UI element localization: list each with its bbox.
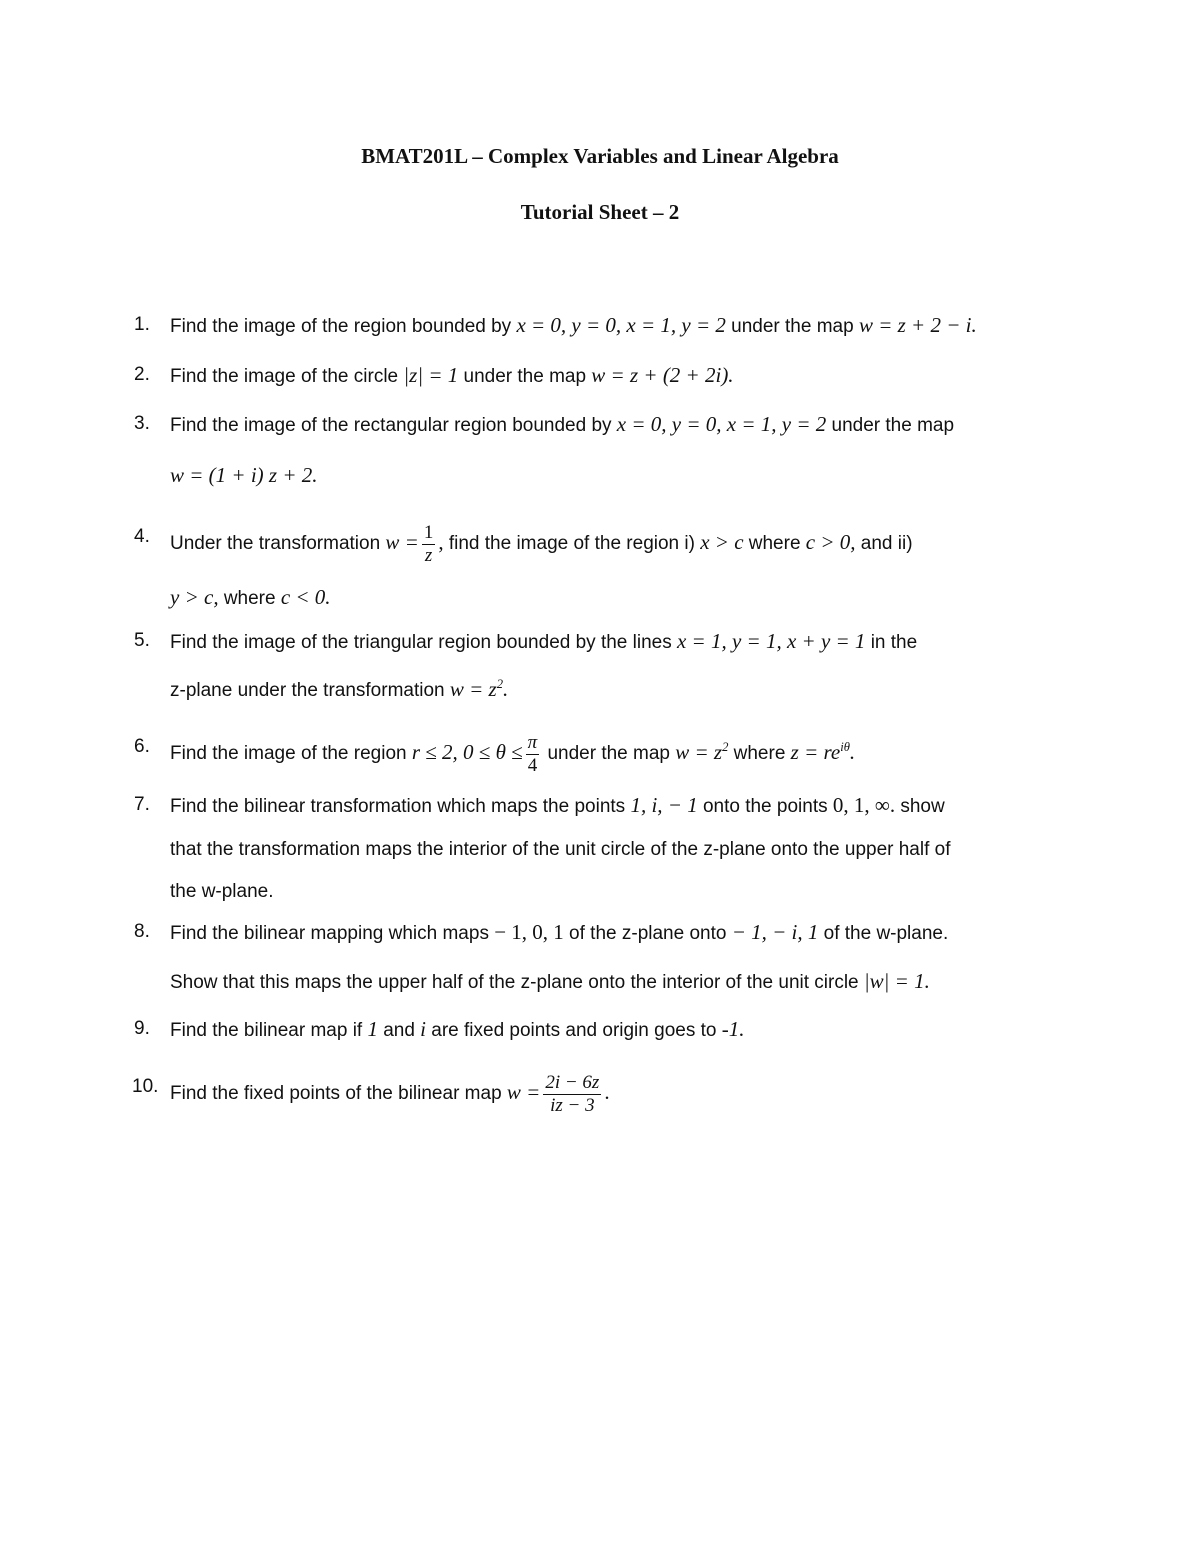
math-expression: − 1, 0, 1 (494, 920, 564, 944)
math-expression: 1, i, − 1 (630, 793, 698, 817)
question-text: under the map (547, 743, 670, 765)
question-number: 3. (134, 413, 150, 434)
question-line (170, 790, 945, 822)
question-text: and (383, 1020, 415, 1041)
question-3 (0, 409, 1200, 439)
math-expression: w = z + (2 + 2i). (591, 363, 734, 387)
question-text: under the map (831, 415, 955, 436)
question-number: 10. (132, 1076, 159, 1097)
question-text: Find the fixed points of the bilinear map (170, 1083, 502, 1105)
question-line (170, 360, 734, 392)
fraction-denominator: iz − 3 (550, 1094, 595, 1116)
math-expression: w = (385, 530, 419, 555)
question-text: Show that this maps the upper half of the z-plane onto the interior of the unit circle (170, 972, 859, 993)
question-line (170, 409, 954, 441)
question-text: Find the image of the circle (170, 366, 399, 387)
question-number: 5. (134, 630, 150, 651)
question-text: z-plane under the transformation (170, 680, 445, 701)
question-line (170, 732, 855, 777)
question-line (170, 626, 917, 658)
fraction-denominator: 4 (527, 754, 538, 776)
question-number: 9. (134, 1018, 150, 1039)
fraction-numerator: 2i − 6z (545, 1072, 600, 1093)
question-number: 4. (134, 526, 150, 547)
fraction-denominator: z (424, 544, 433, 566)
question-5 (0, 626, 1200, 656)
question-text: are fixed points and origin goes to (431, 1020, 717, 1041)
question-text: Under the transformation (170, 533, 381, 555)
math-expression: y > c, (170, 585, 219, 609)
math-expression: − 1, − i, 1 (731, 920, 819, 944)
math-expression: x = 1, y = 1, x + y = 1 (676, 629, 866, 653)
question-text: in the (870, 632, 918, 653)
question-text: show (900, 796, 945, 817)
question-text: Find the bilinear map if (170, 1020, 363, 1041)
math-expression: -1. (721, 1017, 745, 1041)
question-text: and ii) (860, 533, 913, 555)
question-text: find the image of the region i) (448, 533, 695, 555)
math-punctuation: , (438, 530, 444, 555)
question-line (170, 966, 930, 998)
math-expression: x > c (700, 530, 744, 555)
question-text: under the map (463, 366, 587, 387)
question-7 (0, 790, 1200, 820)
question-text: Find the image of the region (170, 743, 407, 765)
question-number: 2. (134, 364, 150, 385)
math-expression: |z| = 1 (403, 363, 459, 387)
question-text: Find the image of the region bounded by (170, 316, 512, 337)
question-text: Find the image of the rectangular region bounded by (170, 415, 612, 436)
question-text: Find the bilinear mapping which maps (170, 923, 489, 944)
question-number: 1. (134, 314, 150, 335)
math-expression: w = z + 2 − i. (858, 313, 977, 337)
question-7-continued (0, 877, 1200, 907)
math-expression: $w = z^2$. (449, 676, 509, 701)
question-text: of the w-plane. (823, 923, 949, 944)
fraction (543, 1072, 601, 1117)
question-3-continued (0, 460, 1200, 490)
fraction (526, 732, 540, 777)
question-4 (0, 522, 1200, 566)
question-9 (0, 1014, 1200, 1044)
question-4-continued (0, 582, 1200, 612)
math-expression: c > 0, (805, 530, 856, 555)
question-line (170, 917, 948, 949)
question-line (170, 522, 913, 567)
question-text: onto the points (702, 796, 828, 817)
question-1 (0, 310, 1200, 340)
question-number: 7. (134, 794, 150, 815)
question-line (170, 582, 331, 614)
math-expression: 1 (367, 1017, 378, 1041)
question-text: where (223, 588, 276, 609)
question-text: Find the bilinear transformation which maps the points (170, 796, 626, 817)
question-7-continued (0, 835, 1200, 865)
math-expression: $w = z^2$ (675, 739, 729, 765)
question-text: of the z-plane onto (569, 923, 727, 944)
question-8-continued (0, 966, 1200, 996)
math-expression: c < 0. (280, 585, 331, 609)
math-expression: r ≤ 2, 0 ≤ θ ≤ (411, 740, 523, 765)
math-expression: 0, 1, ∞. (832, 793, 896, 817)
math-expression: w = (506, 1080, 541, 1105)
math-expression: i (420, 1017, 427, 1041)
fraction-numerator: 1 (423, 522, 434, 543)
question-number: 8. (134, 921, 150, 942)
question-text: Find the image of the triangular region bounded by the lines (170, 632, 672, 653)
question-5-continued (0, 674, 1200, 704)
question-6 (0, 732, 1200, 776)
question-line (170, 1072, 610, 1117)
question-8 (0, 917, 1200, 947)
course-title: BMAT201L – Complex Variables and Linear Algebra (361, 144, 839, 168)
question-text: the w-plane. (170, 881, 274, 902)
math-expression: |w| = 1. (863, 969, 930, 993)
question-text: under the map (731, 316, 854, 337)
math-expression: $z = re^{i\theta}$. (790, 739, 856, 765)
question-line (170, 674, 508, 706)
math-expression: x = 0, y = 0, x = 1, y = 2 (616, 412, 827, 436)
question-line (170, 310, 977, 342)
question-text: where (748, 533, 801, 555)
fraction-numerator: π (527, 732, 538, 753)
question-10 (0, 1072, 1200, 1116)
question-text: that the transformation maps the interior of the unit circle of the z-plane onto the upper half of (170, 839, 951, 860)
fraction (422, 522, 436, 567)
question-text: where (733, 743, 786, 765)
sheet-title: Tutorial Sheet – 2 (520, 200, 680, 224)
math-expression: x = 0, y = 0, x = 1, y = 2 (516, 313, 726, 337)
question-line (170, 1014, 744, 1046)
question-2 (0, 360, 1200, 390)
math-expression: w = (1 + i) z + 2. (170, 463, 318, 487)
question-number: 6. (134, 736, 150, 757)
math-punctuation: . (604, 1080, 610, 1105)
